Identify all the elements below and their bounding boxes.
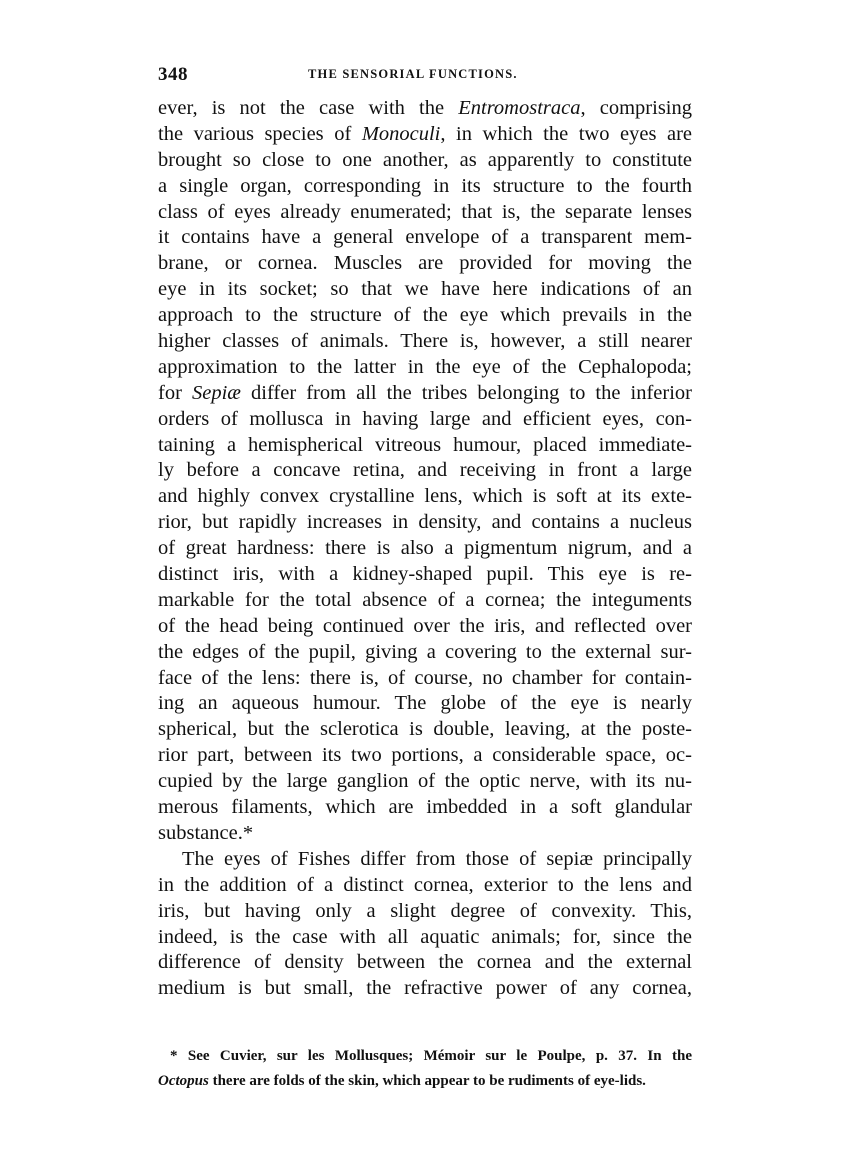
text-line: it contains have a general envelope of a transparent mem- (158, 226, 692, 249)
text-line: eye in its socket; so that we have here indications of an (158, 278, 692, 301)
text-line: taining a hemispherical vitreous humour, placed immediate- (158, 433, 692, 456)
text-line: the edges of the pupil, giving a covering to the external sur- (158, 640, 692, 663)
text-line: in the addition of a distinct cornea, exterior to the lens and (158, 873, 692, 896)
footnote (158, 1044, 692, 1094)
text-line: rior part, between its two portions, a considerable space, oc- (158, 744, 692, 767)
text-line: cupied by the large ganglion of the optic nerve, with its nu- (158, 770, 692, 793)
text-line: merous filaments, which are imbedded in a soft glandular (158, 796, 692, 819)
text-line: for Sepiæ differ from all the tribes belonging to the inferior (158, 381, 692, 404)
paragraph-end-line: substance.* (158, 821, 254, 844)
text-line: spherical, but the sclerotica is double, leaving, at the poste- (158, 718, 692, 741)
text-line: of great hardness: there is also a pigmentum nigrum, and a (158, 537, 692, 560)
text-line: face of the lens: there is, of course, no chamber for contain- (158, 666, 692, 689)
text-line: brought so close to one another, as apparently to constitute (158, 148, 692, 171)
italic-term: Entromostraca (458, 97, 581, 119)
text-line: approach to the structure of the eye which prevails in the (158, 304, 692, 327)
text-line: distinct iris, with a kidney-shaped pupil. This eye is re- (158, 563, 692, 586)
text-line: approximation to the latter in the eye of the Cephalopoda; (158, 355, 692, 378)
italic-term: Monoculi (361, 122, 441, 145)
text-line: higher classes of animals. There is, however, a still nearer (158, 330, 692, 353)
italic-term: Octopus (158, 1073, 209, 1089)
text-line: a single organ, corresponding in its structure to the fourth (158, 174, 692, 197)
footnote-line: * See Cuvier, sur les Mollusques; Mémoir sur le Poulpe, p. 37. In the (170, 1048, 692, 1064)
page-header (158, 64, 692, 84)
body-text (158, 96, 692, 1002)
text-line: indeed, is the case with all aquatic animals; for, since the (158, 925, 692, 948)
text-line: ing an aqueous humour. The globe of the eye is nearly (158, 692, 692, 715)
italic-term: Sepiæ (191, 381, 241, 404)
footnote-line: Octopus there are folds of the skin, which appear to be rudiments of eye-lids. (158, 1073, 646, 1089)
text-line: ever, is not the case with the Entromostraca, comprising (158, 97, 692, 119)
page-number: 348 (158, 64, 188, 85)
text-line: class of eyes already enumerated; that is, the separate lenses (158, 200, 692, 223)
text-line: rior, but rapidly increases in density, and contains a nucleus (158, 511, 692, 534)
text-line: the various species of Monoculi, in which the two eyes are (158, 122, 692, 145)
running-head: THE SENSORIAL FUNCTIONS. (308, 67, 518, 81)
text-line: ly before a concave retina, and receiving in front a large (158, 459, 692, 482)
paragraph-start-line: The eyes of Fishes differ from those of sepiæ principally (182, 847, 692, 870)
text-line: medium is but small, the refractive power of any cornea, (158, 977, 692, 1000)
text-line: brane, or cornea. Muscles are provided for moving the (158, 252, 692, 275)
text-line: difference of density between the cornea and the external (158, 951, 692, 974)
text-line: and highly convex crystalline lens, which is soft at its exte- (158, 485, 692, 508)
text-line: orders of mollusca in having large and efficient eyes, con- (158, 407, 692, 430)
text-line: iris, but having only a slight degree of convexity. This, (158, 899, 692, 922)
text-line: markable for the total absence of a cornea; the integuments (158, 588, 692, 611)
text-line: of the head being continued over the iris, and reflected over (158, 614, 692, 637)
